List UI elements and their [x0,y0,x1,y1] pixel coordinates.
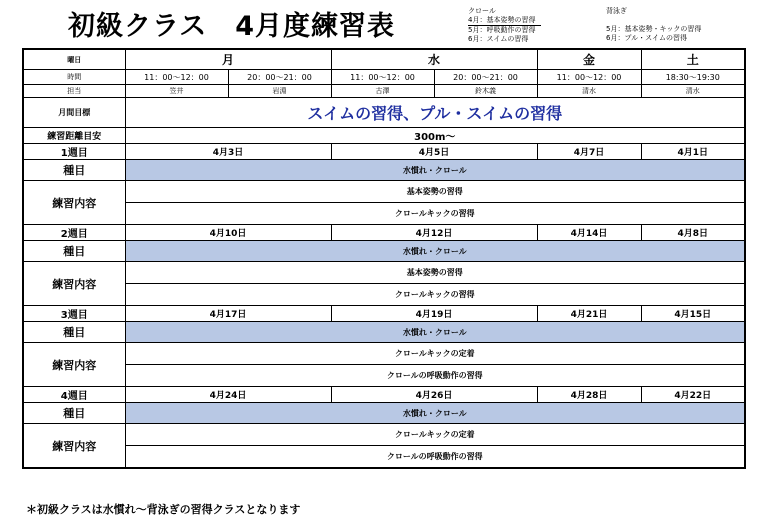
time-slot: 20：00～21：00 [228,70,331,85]
crawl-note-heading: クロール [468,7,496,15]
staff-row [23,85,745,98]
crawl-note-item: 5月：呼吸動作の習得 [468,26,536,34]
week-label: 1週目 [23,144,125,160]
content-value: クロールの呼吸動作の習得 [125,446,745,469]
week-date-wed: 4月19日 [331,306,537,322]
staff-name: 清水 [641,85,745,98]
distance-row [23,128,745,144]
week-date-mon: 4月3日 [125,144,331,160]
crawl-plan-note [468,7,541,44]
week-date-sat: 4月8日 [641,225,745,241]
content-label: 練習内容 [23,424,125,469]
item-row [23,160,745,181]
item-label: 種目 [23,160,125,181]
crawl-note-item: 4月：基本姿勢の習得 [468,16,541,26]
distance-value: 300m～ [125,128,745,144]
week-date-fri: 4月7日 [537,144,641,160]
item-row [23,241,745,262]
backstroke-note-item: 6月：プル・スイムの習得 [606,34,688,42]
monthly-goal-label: 月間目標 [23,98,125,128]
week-header-row [23,225,745,241]
content-value: クロールキックの習得 [125,284,745,306]
weekday-label: 曜日 [23,49,125,70]
week-date-mon: 4月24日 [125,387,331,403]
staff-name: 古澤 [331,85,434,98]
item-row [23,322,745,343]
time-slot: 20：00～21：00 [434,70,537,85]
week-date-mon: 4月10日 [125,225,331,241]
content-label: 練習内容 [23,343,125,387]
day-header-wed: 水 [331,49,537,70]
content-value: 基本姿勢の習得 [125,262,745,284]
item-value: 水慣れ・クロール [125,241,745,262]
weekday-row [23,49,745,70]
item-value: 水慣れ・クロール [125,322,745,343]
content-row [23,446,745,469]
content-label: 練習内容 [23,181,125,225]
content-value: クロールの呼吸動作の習得 [125,365,745,387]
time-label: 時間 [23,70,125,85]
content-value: クロールキックの習得 [125,203,745,225]
time-row [23,70,745,85]
staff-name: 笠井 [125,85,228,98]
content-label: 練習内容 [23,262,125,306]
item-value: 水慣れ・クロール [125,160,745,181]
content-value: クロールキックの定着 [125,343,745,365]
staff-name: 岩淵 [228,85,331,98]
week-header-row [23,306,745,322]
backstroke-plan-note [606,7,701,43]
staff-label: 担当 [23,85,125,98]
content-row [23,343,745,365]
week-label: 4週目 [23,387,125,403]
time-slot: 11：00～12：00 [125,70,228,85]
week-date-wed: 4月5日 [331,144,537,160]
day-header-fri: 金 [537,49,641,70]
week-date-fri: 4月21日 [537,306,641,322]
staff-name: 鈴木義 [434,85,537,98]
week-date-wed: 4月26日 [331,387,537,403]
content-row [23,203,745,225]
week-date-mon: 4月17日 [125,306,331,322]
content-row [23,262,745,284]
week-date-sat: 4月15日 [641,306,745,322]
week-date-fri: 4月28日 [537,387,641,403]
item-label: 種目 [23,241,125,262]
day-header-mon: 月 [125,49,331,70]
item-label: 種目 [23,403,125,424]
crawl-note-item: 6月：スイムの習得 [468,35,529,43]
item-value: 水慣れ・クロール [125,403,745,424]
backstroke-note-item: 5月：基本姿勢・キックの習得 [606,25,702,33]
week-header-row [23,144,745,160]
schedule-table [22,48,746,469]
week-header-row [23,387,745,403]
footer-note: ＊初級クラスは水慣れ～背泳ぎの習得クラスとなります [26,503,301,516]
staff-name: 清水 [537,85,641,98]
week-date-fri: 4月14日 [537,225,641,241]
content-row [23,365,745,387]
distance-label: 練習距離目安 [23,128,125,144]
time-slot: 11：00～12：00 [331,70,434,85]
monthly-goal-row [23,98,745,128]
day-header-sat: 土 [641,49,745,70]
backstroke-note-heading: 背泳ぎ [606,7,627,15]
page-title: 初級クラス 4月度練習表 [68,11,395,42]
time-slot: 11：00～12：00 [537,70,641,85]
time-slot: 18:30～19:30 [641,70,745,85]
week-label: 2週目 [23,225,125,241]
content-row [23,424,745,446]
week-date-wed: 4月12日 [331,225,537,241]
content-value: 基本姿勢の習得 [125,181,745,203]
content-row [23,284,745,306]
content-value: クロールキックの定着 [125,424,745,446]
week-label: 3週目 [23,306,125,322]
monthly-goal-text: スイムの習得、プル・スイムの習得 [307,104,563,123]
item-row [23,403,745,424]
content-row [23,181,745,203]
item-label: 種目 [23,322,125,343]
week-date-sat: 4月1日 [641,144,745,160]
week-date-sat: 4月22日 [641,387,745,403]
